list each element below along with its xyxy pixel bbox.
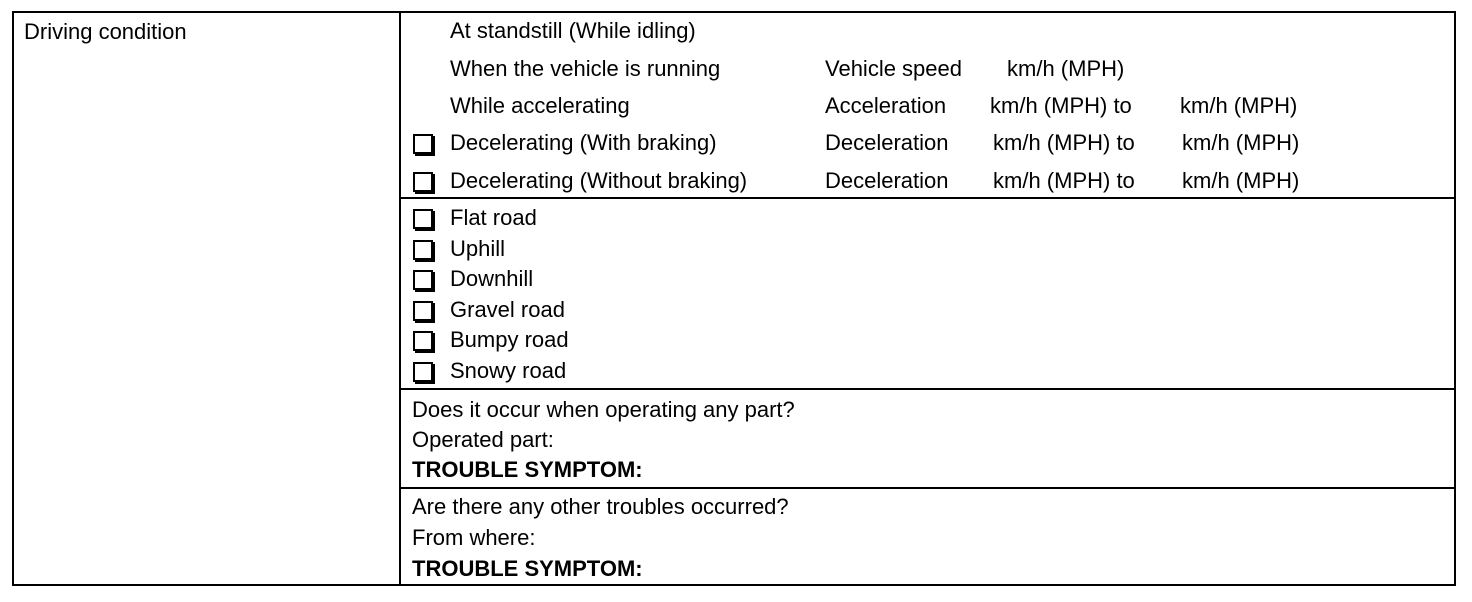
driving-state-section [401, 13, 1454, 199]
driving-row [401, 168, 1454, 198]
driving-row-metric: Acceleration [825, 93, 947, 118]
other-troubles-question: Are there any other troubles occurred? [412, 494, 789, 519]
road-option [401, 358, 1454, 388]
from-where-field: From where: [412, 525, 536, 550]
operation-question: Does it occur when operating any part? [412, 397, 795, 422]
driving-row-label: While accelerating [450, 93, 630, 118]
road-option [401, 236, 1454, 266]
driving-row-unit: km/h (MPH) [1007, 56, 1125, 81]
checkbox-icon[interactable] [413, 362, 433, 382]
checkbox-icon[interactable] [413, 331, 433, 351]
driving-row-unit-from: km/h (MPH) to [993, 168, 1135, 193]
checkbox-icon[interactable] [413, 172, 433, 192]
road-option [401, 266, 1454, 296]
driving-row-metric: Deceleration [825, 168, 949, 193]
checkbox-icon[interactable] [413, 301, 433, 321]
driving-row-metric: Vehicle speed [825, 56, 962, 81]
label-column [14, 13, 401, 584]
operated-part-section [401, 390, 1454, 489]
trouble-symptom-label: TROUBLE SYMPTOM: [412, 556, 643, 581]
checkbox-icon[interactable] [413, 134, 433, 154]
driving-row-metric: Deceleration [825, 130, 949, 155]
driving-row [401, 56, 1454, 86]
road-option-label: Bumpy road [450, 327, 569, 352]
road-option [401, 327, 1454, 357]
driving-row-label: When the vehicle is running [450, 56, 721, 81]
checkbox-icon[interactable] [413, 240, 433, 260]
checkbox-icon[interactable] [413, 270, 433, 290]
driving-row-label: At standstill (While idling) [450, 18, 696, 43]
road-option-label: Snowy road [450, 358, 567, 383]
driving-row-unit-to: km/h (MPH) [1180, 93, 1298, 118]
driving-row-unit-from: km/h (MPH) to [993, 130, 1135, 155]
driving-row [401, 18, 1454, 48]
driving-row-label: Decelerating (With braking) [450, 130, 717, 155]
road-option [401, 205, 1454, 235]
road-option-label: Downhill [450, 266, 534, 291]
driving-condition-label: Driving condition [24, 19, 187, 44]
road-option [401, 297, 1454, 327]
details-column [401, 13, 1454, 584]
driving-row [401, 93, 1454, 123]
trouble-symptom-label: TROUBLE SYMPTOM: [412, 457, 643, 482]
road-option-label: Gravel road [450, 297, 565, 322]
road-option-label: Flat road [450, 205, 537, 230]
driving-condition-table [12, 11, 1456, 586]
driving-row-unit-to: km/h (MPH) [1182, 168, 1300, 193]
driving-row-unit-to: km/h (MPH) [1182, 130, 1300, 155]
operated-part-field: Operated part: [412, 427, 554, 452]
road-option-label: Uphill [450, 236, 506, 261]
other-troubles-section [401, 489, 1454, 586]
road-condition-section [401, 199, 1454, 390]
driving-row-label: Decelerating (Without braking) [450, 168, 748, 193]
driving-row-unit-from: km/h (MPH) to [990, 93, 1132, 118]
checkbox-icon[interactable] [413, 209, 433, 229]
driving-row [401, 130, 1454, 160]
